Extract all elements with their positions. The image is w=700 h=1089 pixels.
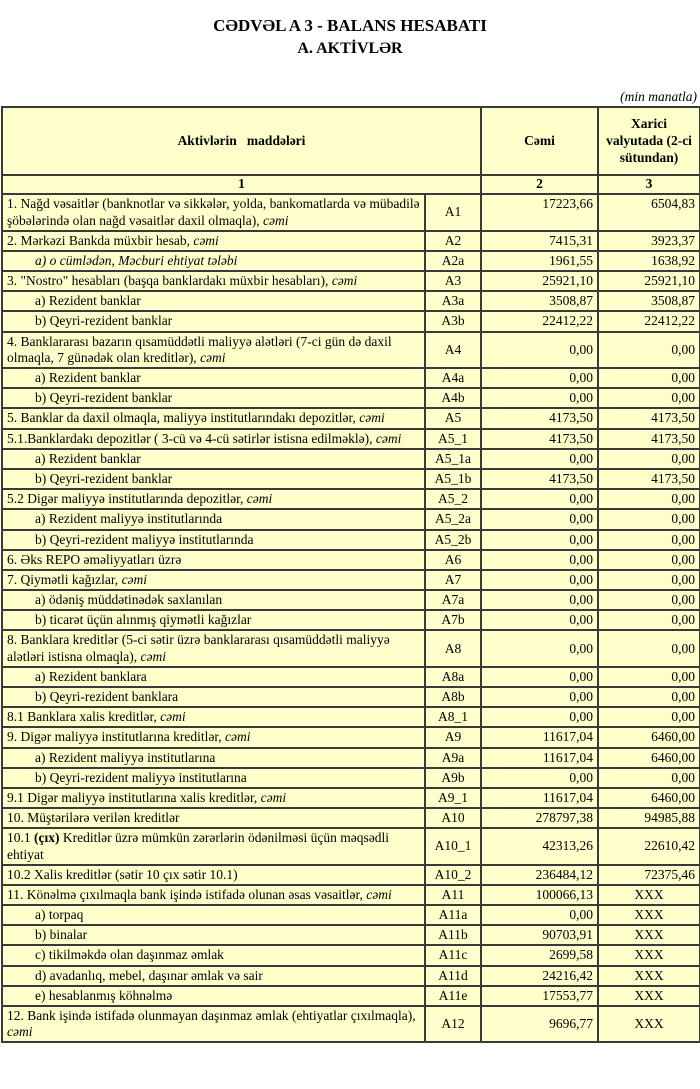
- total-value: 0,00: [481, 332, 598, 368]
- total-value: 0,00: [481, 449, 598, 469]
- item-code: A12: [425, 1006, 481, 1042]
- table-row: [2, 667, 700, 687]
- item-code: A11a: [425, 905, 481, 925]
- foreign-currency-value: 22412,22: [598, 311, 700, 331]
- total-value: 0,00: [481, 590, 598, 610]
- table-row: [2, 332, 700, 368]
- table-row: [2, 271, 700, 291]
- foreign-currency-value: 72375,46: [598, 865, 700, 885]
- foreign-currency-value: 0,00: [598, 667, 700, 687]
- item-code: A10: [425, 808, 481, 828]
- foreign-currency-value: 6460,00: [598, 788, 700, 808]
- total-value: 42313,26: [481, 828, 598, 864]
- foreign-currency-value: 3508,87: [598, 291, 700, 311]
- item-code: A5_2: [425, 489, 481, 509]
- item-code: A4b: [425, 388, 481, 408]
- total-value: 0,00: [481, 489, 598, 509]
- foreign-currency-value: 0,00: [598, 489, 700, 509]
- item-label: a) Rezident maliyyə institutlarına: [2, 748, 425, 768]
- item-code: A3: [425, 271, 481, 291]
- item-label: d) avadanlıq, mebel, daşınar əmlak və sair: [2, 966, 425, 986]
- foreign-currency-value: XXX: [598, 945, 700, 965]
- table-row: [2, 291, 700, 311]
- item-code: A8: [425, 630, 481, 666]
- foreign-currency-value: 0,00: [598, 550, 700, 570]
- total-value: 0,00: [481, 707, 598, 727]
- table-row: [2, 388, 700, 408]
- item-code: A6: [425, 550, 481, 570]
- table-row: [2, 610, 700, 630]
- total-value: 0,00: [481, 630, 598, 666]
- foreign-currency-value: 0,00: [598, 449, 700, 469]
- assets-table-header: [2, 107, 700, 194]
- table-row: [2, 530, 700, 550]
- foreign-currency-value: 0,00: [598, 707, 700, 727]
- item-code: A9a: [425, 748, 481, 768]
- total-value: 0,00: [481, 687, 598, 707]
- table-row: [2, 808, 700, 828]
- table-row: [2, 768, 700, 788]
- table-row: [2, 590, 700, 610]
- total-column-header: Cəmi: [481, 107, 598, 175]
- foreign-currency-value: 0,00: [598, 610, 700, 630]
- item-code: A10_2: [425, 865, 481, 885]
- item-code: A2a: [425, 251, 481, 271]
- item-code: A2: [425, 231, 481, 251]
- item-code: A8b: [425, 687, 481, 707]
- total-value: 9696,77: [481, 1006, 598, 1042]
- assets-table: [1, 106, 700, 1043]
- foreign-currency-value: XXX: [598, 885, 700, 905]
- item-label: 5. Banklar da daxil olmaqla, maliyyə institutlarındakı depozitlər, cəmi: [2, 408, 425, 428]
- table-row: [2, 986, 700, 1006]
- total-value: 0,00: [481, 667, 598, 687]
- table-row: [2, 408, 700, 428]
- table-row: [2, 550, 700, 570]
- foreign-currency-value: 4173,50: [598, 469, 700, 489]
- item-code: A4: [425, 332, 481, 368]
- item-label: a) torpaq: [2, 905, 425, 925]
- item-label: b) Qeyri-rezident maliyyə institutlarında: [2, 530, 425, 550]
- table-row: [2, 966, 700, 986]
- total-value: 0,00: [481, 530, 598, 550]
- table-row: [2, 194, 700, 230]
- foreign-currency-value: 0,00: [598, 570, 700, 590]
- total-value: 90703,91: [481, 925, 598, 945]
- foreign-currency-value: 4173,50: [598, 408, 700, 428]
- item-code: A8_1: [425, 707, 481, 727]
- table-row: [2, 687, 700, 707]
- total-value: 22412,22: [481, 311, 598, 331]
- item-code: A7b: [425, 610, 481, 630]
- item-label: 10.2 Xalis kreditlər (sətir 10 çıx sətir 10.1): [2, 865, 425, 885]
- item-code: A9: [425, 727, 481, 747]
- item-code: A11: [425, 885, 481, 905]
- header-row-labels: [2, 107, 700, 175]
- total-value: 3508,87: [481, 291, 598, 311]
- balance-report-page: [0, 14, 700, 1043]
- foreign-currency-value: 0,00: [598, 509, 700, 529]
- foreign-currency-value: 22610,42: [598, 828, 700, 864]
- total-value: 2699,58: [481, 945, 598, 965]
- item-label: a) Rezident banklar: [2, 449, 425, 469]
- item-code: A10_1: [425, 828, 481, 864]
- foreign-currency-column-header: Xarici valyutada (2-ci sütundan): [598, 107, 700, 175]
- table-row: [2, 570, 700, 590]
- item-code: A11e: [425, 986, 481, 1006]
- page-subtitle: A. AKTİVLƏR: [297, 39, 403, 57]
- total-value: 0,00: [481, 509, 598, 529]
- item-label: 10.1 (çıx) Kreditlər üzrə mümkün zərərlərin ödənilməsi üçün məqsədli ehtiyat: [2, 828, 425, 864]
- foreign-currency-value: 25921,10: [598, 271, 700, 291]
- foreign-currency-value: 94985,88: [598, 808, 700, 828]
- foreign-currency-value: 0,00: [598, 630, 700, 666]
- total-value: 0,00: [481, 388, 598, 408]
- item-code: A11b: [425, 925, 481, 945]
- total-value: 0,00: [481, 368, 598, 388]
- item-label: 7. Qiymətli kağızlar, cəmi: [2, 570, 425, 590]
- item-label: 11. Könəlmə çıxılmaqla bank işində istifadə olunan əsas vəsaitlər, cəmi: [2, 885, 425, 905]
- item-label: a) Rezident maliyyə institutlarında: [2, 509, 425, 529]
- item-code: A3b: [425, 311, 481, 331]
- items-column-header: Aktivlərin maddələri: [2, 107, 481, 175]
- foreign-currency-value: 1638,92: [598, 251, 700, 271]
- table-row: [2, 1006, 700, 1042]
- foreign-currency-value: XXX: [598, 925, 700, 945]
- page-title: CƏDVƏL A 3 - BALANS HESABATI: [213, 16, 487, 35]
- item-code: A5_2a: [425, 509, 481, 529]
- table-row: [2, 905, 700, 925]
- item-code: A3a: [425, 291, 481, 311]
- foreign-currency-value: 0,00: [598, 768, 700, 788]
- total-value: 25921,10: [481, 271, 598, 291]
- item-label: 10. Müştərilərə verilən kreditlər: [2, 808, 425, 828]
- header-row-numbers: [2, 175, 700, 194]
- total-value: 11617,04: [481, 788, 598, 808]
- item-label: 2. Mərkəzi Bankda müxbir hesab, cəmi: [2, 231, 425, 251]
- item-label: a) Rezident banklara: [2, 667, 425, 687]
- item-label: e) hesablanmış köhnəlmə: [2, 986, 425, 1006]
- total-value: 7415,31: [481, 231, 598, 251]
- item-label: c) tikilməkdə olan daşınmaz əmlak: [2, 945, 425, 965]
- item-label: b) Qeyri-rezident banklar: [2, 311, 425, 331]
- foreign-currency-value: 6460,00: [598, 727, 700, 747]
- table-row: [2, 707, 700, 727]
- table-row: [2, 630, 700, 666]
- item-label: 12. Bank işində istifadə olunmayan daşınmaz əmlak (ehtiyatlar çıxılmaqla), cəmi: [2, 1006, 425, 1042]
- item-code: A9_1: [425, 788, 481, 808]
- item-label: b) binalar: [2, 925, 425, 945]
- foreign-currency-value: 0,00: [598, 332, 700, 368]
- item-label: a) ödəniş müddətinədək saxlanılan: [2, 590, 425, 610]
- table-row: [2, 231, 700, 251]
- item-label: 1. Nağd vəsaitlər (banknotlar və sikkələr, yolda, bankomatlarda və mübadilə şöbələrində olan nağd vəsaitlər daxil olmaqla), cəmi: [2, 194, 425, 230]
- total-value: 0,00: [481, 768, 598, 788]
- total-value: 100066,13: [481, 885, 598, 905]
- column-number-items: 1: [2, 175, 481, 194]
- item-label: 4. Banklararası bazarın qısamüddətli maliyyə alətləri (7-ci gün də daxil olmaqla, 7 günədək olan kreditlər), cəmi: [2, 332, 425, 368]
- item-code: A5: [425, 408, 481, 428]
- foreign-currency-value: 3923,37: [598, 231, 700, 251]
- item-label: a) Rezident banklar: [2, 291, 425, 311]
- total-value: 278797,38: [481, 808, 598, 828]
- foreign-currency-value: XXX: [598, 1006, 700, 1042]
- item-label: 9.1 Digər maliyyə institutlarına xalis kreditlər, cəmi: [2, 788, 425, 808]
- item-code: A4a: [425, 368, 481, 388]
- foreign-currency-value: 6504,83: [598, 194, 700, 230]
- table-row: [2, 251, 700, 271]
- item-code: A5_1a: [425, 449, 481, 469]
- item-label: 8. Banklara kreditlər (5-ci sətir üzrə banklararası qısamüddətli maliyyə alətləri istisna olmaqla), cəmi: [2, 630, 425, 666]
- item-code: A5_2b: [425, 530, 481, 550]
- total-value: 4173,50: [481, 429, 598, 449]
- table-row: [2, 489, 700, 509]
- item-label: a) o cümlədən, Məcburi ehtiyat tələbi: [2, 251, 425, 271]
- table-row: [2, 311, 700, 331]
- foreign-currency-value: XXX: [598, 966, 700, 986]
- column-number-total: 2: [481, 175, 598, 194]
- item-label: 8.1 Banklara xalis kreditlər, cəmi: [2, 707, 425, 727]
- foreign-currency-value: XXX: [598, 905, 700, 925]
- item-code: A8a: [425, 667, 481, 687]
- table-row: [2, 865, 700, 885]
- foreign-currency-value: 0,00: [598, 590, 700, 610]
- item-label: 5.2 Digər maliyyə institutlarında depozitlər, cəmi: [2, 489, 425, 509]
- item-code: A9b: [425, 768, 481, 788]
- item-label: a) Rezident banklar: [2, 368, 425, 388]
- foreign-currency-value: 6460,00: [598, 748, 700, 768]
- item-label: b) ticarət üçün alınmış qiymətli kağızlar: [2, 610, 425, 630]
- table-row: [2, 469, 700, 489]
- total-value: 1961,55: [481, 251, 598, 271]
- foreign-currency-value: 0,00: [598, 530, 700, 550]
- foreign-currency-value: 4173,50: [598, 429, 700, 449]
- table-row: [2, 368, 700, 388]
- total-value: 0,00: [481, 550, 598, 570]
- item-code: A7a: [425, 590, 481, 610]
- table-row: [2, 429, 700, 449]
- total-value: 11617,04: [481, 727, 598, 747]
- total-value: 4173,50: [481, 469, 598, 489]
- item-label: b) Qeyri-rezident banklara: [2, 687, 425, 707]
- table-row: [2, 748, 700, 768]
- table-row: [2, 449, 700, 469]
- table-row: [2, 885, 700, 905]
- foreign-currency-value: 0,00: [598, 368, 700, 388]
- item-code: A7: [425, 570, 481, 590]
- total-value: 0,00: [481, 570, 598, 590]
- item-label: 5.1.Banklardakı depozitlər ( 3-cü və 4-cü sətirlər istisna edilməklə), cəmi: [2, 429, 425, 449]
- item-code: A11d: [425, 966, 481, 986]
- foreign-currency-value: 0,00: [598, 388, 700, 408]
- table-row: [2, 509, 700, 529]
- total-value: 0,00: [481, 610, 598, 630]
- item-code: A1: [425, 194, 481, 230]
- item-label: b) Qeyri-rezident banklar: [2, 388, 425, 408]
- table-row: [2, 727, 700, 747]
- foreign-currency-value: XXX: [598, 986, 700, 1006]
- column-number-foreign: 3: [598, 175, 700, 194]
- total-value: 17553,77: [481, 986, 598, 1006]
- total-value: 236484,12: [481, 865, 598, 885]
- item-label: 6. Əks REPO əməliyyatları üzrə: [2, 550, 425, 570]
- assets-table-body: [2, 194, 700, 1042]
- unit-note: (min manatla): [620, 89, 697, 105]
- item-label: 9. Digər maliyyə institutlarına kreditlər, cəmi: [2, 727, 425, 747]
- total-value: 0,00: [481, 905, 598, 925]
- item-label: 3. "Nostro" hesabları (başqa banklardakı müxbir hesabları), cəmi: [2, 271, 425, 291]
- table-row: [2, 788, 700, 808]
- table-row: [2, 925, 700, 945]
- table-row: [2, 945, 700, 965]
- item-label: b) Qeyri-rezident banklar: [2, 469, 425, 489]
- item-code: A5_1b: [425, 469, 481, 489]
- total-value: 24216,42: [481, 966, 598, 986]
- foreign-currency-value: 0,00: [598, 687, 700, 707]
- total-value: 17223,66: [481, 194, 598, 230]
- item-label: b) Qeyri-rezident maliyyə institutlarına: [2, 768, 425, 788]
- total-value: 4173,50: [481, 408, 598, 428]
- total-value: 11617,04: [481, 748, 598, 768]
- item-code: A5_1: [425, 429, 481, 449]
- table-row: [2, 828, 700, 864]
- item-code: A11c: [425, 945, 481, 965]
